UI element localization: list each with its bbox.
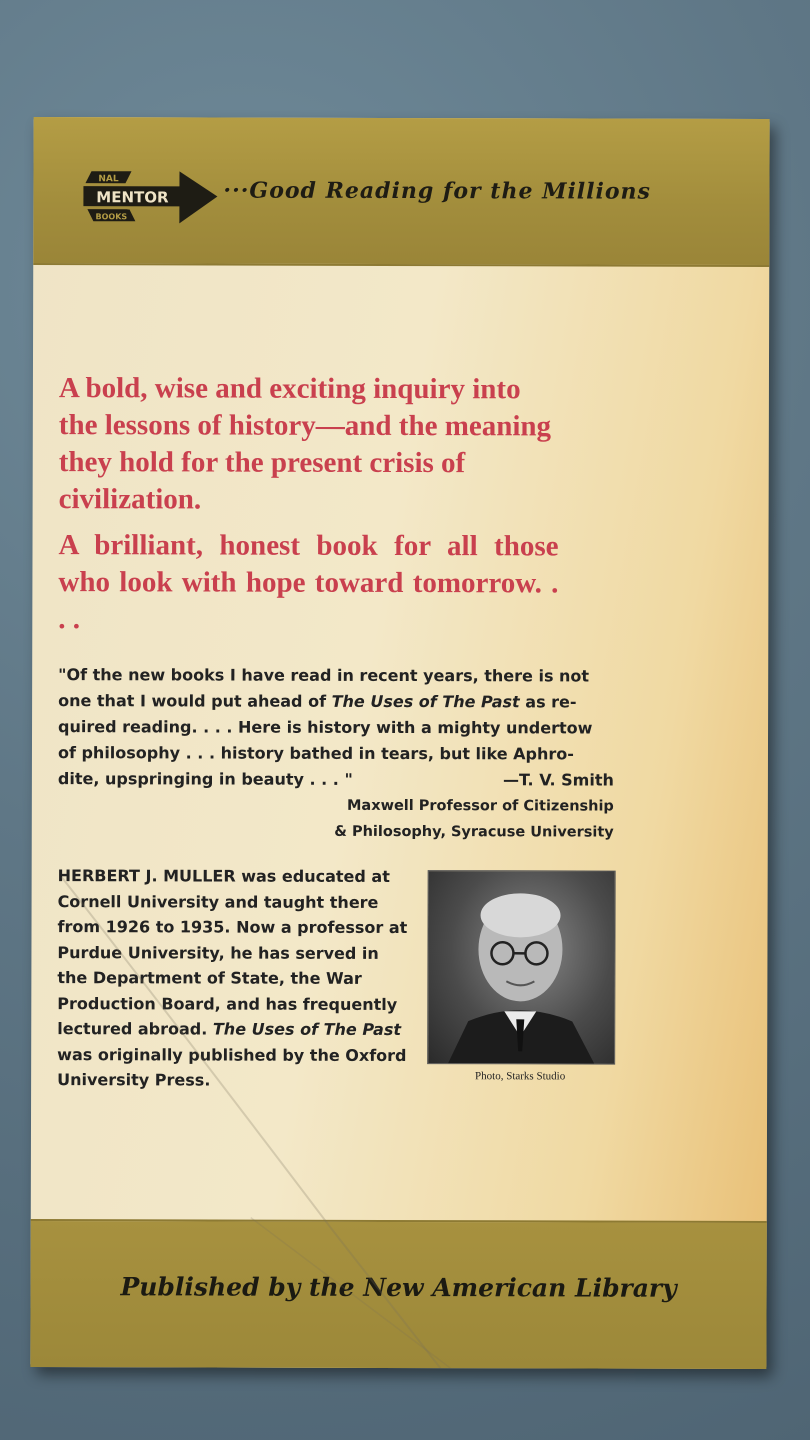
book-title-italic: The Uses of The Past [212,1019,402,1040]
quote-line-4: of philosophy . . . history bathed in tears, but like Aphro- [57,743,574,764]
quote-line-1: "Of the new books I have read in recent years, there is not [58,665,590,686]
quote-affiliation-1: Maxwell Professor of Citizenship [346,797,614,815]
bio-text: was originally published by the Oxford University Press. [57,1044,407,1090]
review-quote [58,662,614,845]
book-back-cover [30,117,769,1369]
bio-text: was educated at Cornell University and taught there from 1926 to 1935. Now a professor at Purdue University, he has served in the Department of State, the War Production Board, and has frequently lectured abroad. [57,866,408,1039]
quote-line-5 [58,766,614,793]
blurb-paragraph-1: A bold, wise and exciting inquiry into the lessons of history—and the meaning they hold for the present crisis of civilization. [58,372,552,516]
quote-line-2 [58,688,614,715]
quote-line-3: quired reading. . . . Here is history with a mighty undertow [58,717,593,738]
tagline: ···Good Reading for the Millions [223,177,651,205]
logo-text-nal: NAL [98,174,119,185]
quote-text: one that I would put ahead of [58,691,332,711]
logo-text-books: BOOKS [95,212,128,222]
quote-affiliation-2: & Philosophy, Syracuse University [334,823,614,841]
quote-text: dite, upspringing in beauty . . . " [57,769,353,789]
photo-credit: Photo, Starks Studio [475,1070,566,1083]
top-band [33,117,769,267]
publisher-line: Published by the New American Library [120,1272,677,1303]
quote-text: as re- [519,692,577,712]
mentor-books-logo [81,169,221,231]
author-portrait-illustration [428,871,615,1063]
author-bio [57,863,414,1093]
blurb-paragraph-2: A brilliant, honest book for all those who look with hope toward tomorrow. . . . [58,529,559,636]
book-title-italic: The Uses of The Past [331,691,520,712]
logo-text-mentor: MENTOR [96,188,169,207]
author-name: HERBERT J. MULLER [57,866,236,886]
author-photo [427,870,616,1064]
quote-attribution: —T. V. Smith [503,770,614,790]
